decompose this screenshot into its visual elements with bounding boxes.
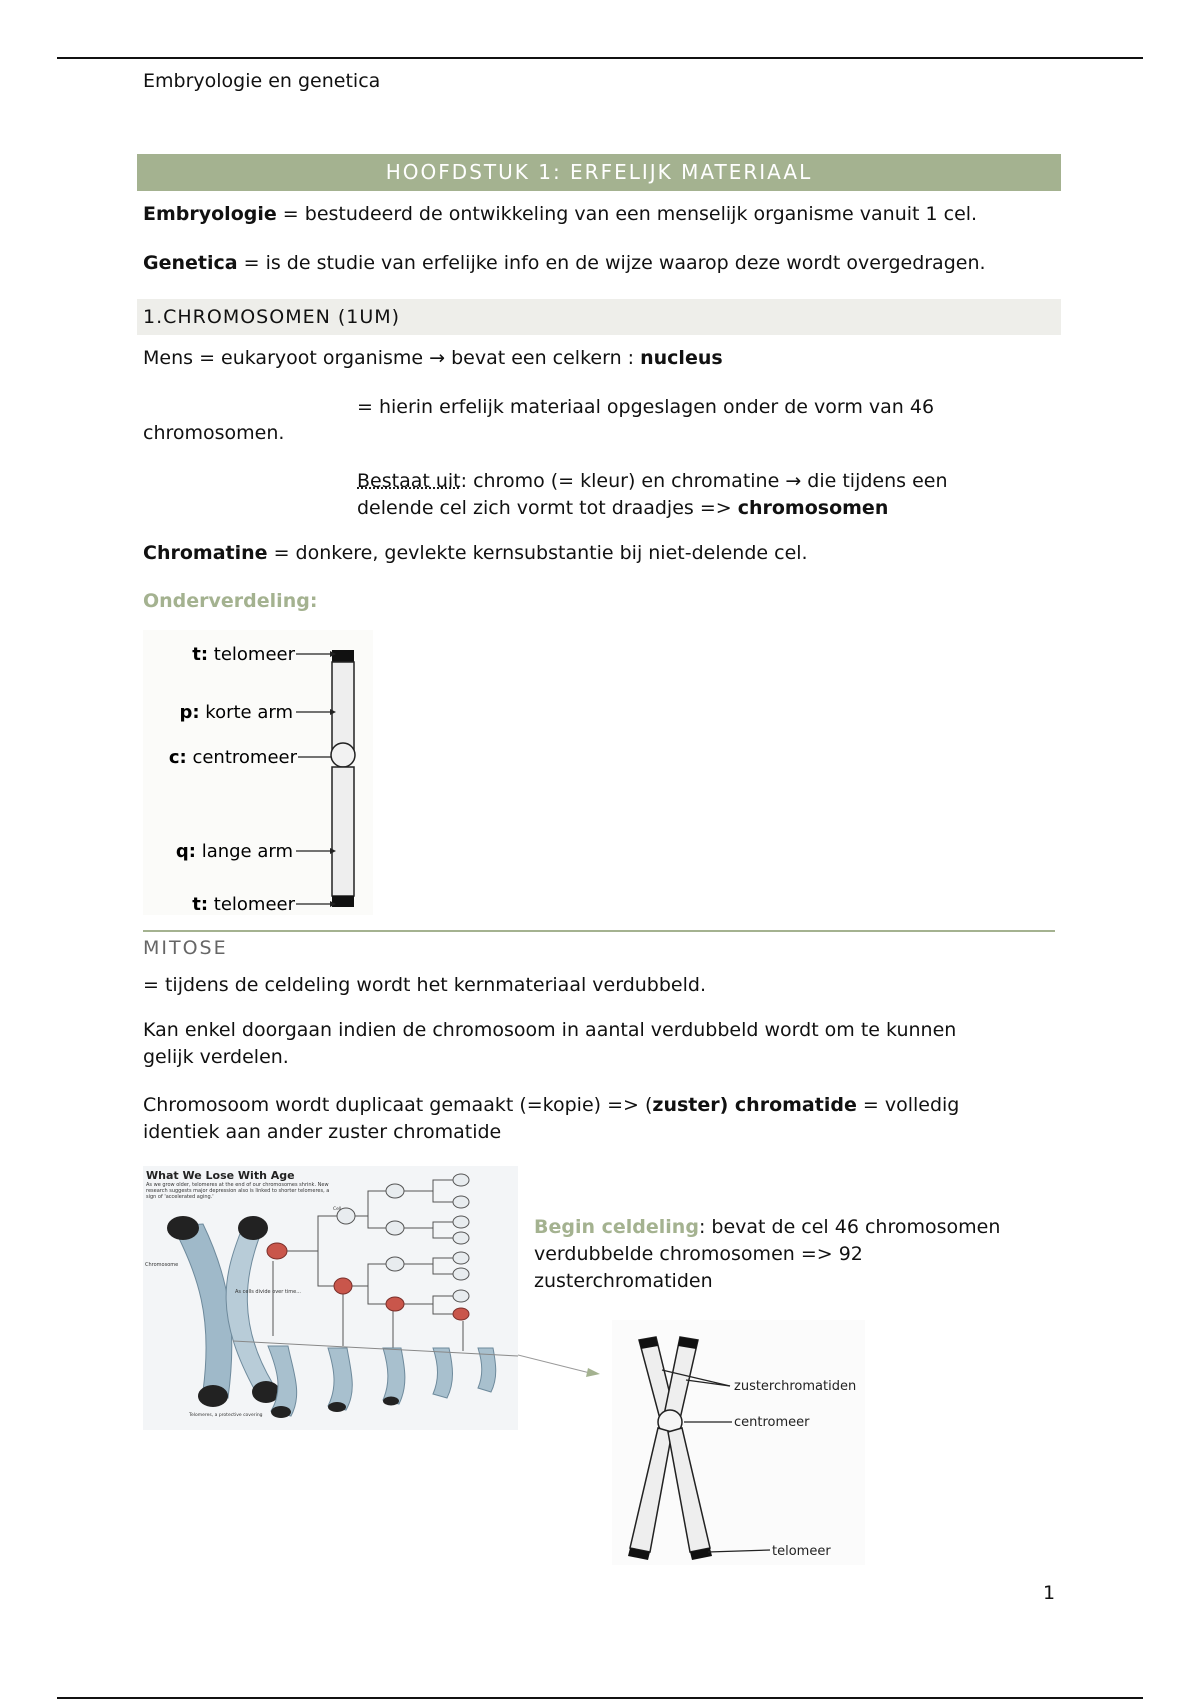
mitose-paragraph-3 (143, 1092, 1063, 1146)
infographic-caption: As we grow older, telomeres at the end of our chromosomes shrink. New research suggests major depression also is linked to shorter telomeres, a sign of 'accelerated aging.' (146, 1182, 330, 1200)
mitose-text: identiek aan ander zuster chromatide (143, 1121, 502, 1143)
begin-text: : bevat de cel 46 chromosomen (698, 1216, 1001, 1238)
begin-celdeling-label: Begin celdeling (534, 1216, 699, 1238)
cell (386, 1257, 404, 1271)
label-divide: As cells divide over time... (235, 1289, 301, 1295)
cell (453, 1252, 469, 1264)
bestaat-uit-paragraph (357, 468, 1057, 522)
infographic-title: What We Lose With Age (146, 1169, 295, 1182)
connector-arrow (518, 1350, 603, 1380)
label-telomeer-bottom: t: telomeer (192, 894, 295, 915)
cell (386, 1184, 404, 1198)
mitose-heading: MITOSE (143, 937, 228, 959)
arrow-line (518, 1355, 590, 1373)
label-telomeres: Telomeres, a protective covering (189, 1413, 263, 1418)
mitose-paragraph-2 (143, 1017, 1063, 1071)
mens-text: Mens = eukaryoot organisme → bevat een celkern : (143, 347, 641, 369)
page-header: Embryologie en genetica (143, 70, 381, 92)
arrowhead (586, 1368, 600, 1377)
centromere (331, 743, 355, 767)
cell (453, 1196, 469, 1208)
chapter-heading: HOOFDSTUK 1: ERFELIJK MATERIAAL (137, 154, 1061, 191)
page-number: 1 (1043, 1582, 1056, 1604)
bestaat-uit-text-2: delende cel zich vormt tot draadjes => (357, 497, 738, 519)
infographic-caption-wrap (146, 1182, 336, 1216)
label-zusterchromatiden: zusterchromatiden (734, 1379, 857, 1394)
cell-red (386, 1297, 404, 1311)
telomere-bottom (332, 896, 354, 907)
definition-text: = is de studie van erfelijke info en de wijze waarop deze wordt overgedragen. (237, 252, 986, 274)
onderverdeling-heading: Onderverdeling: (143, 590, 318, 612)
mens-storage-line: = hierin erfelijk materiaal opgeslagen onder de vorm van 46 (357, 396, 935, 418)
cell-red (334, 1278, 352, 1294)
label-lange-arm: q: lange arm (175, 841, 293, 862)
label-telomeer: telomeer (772, 1544, 831, 1559)
chromosomen-term: chromosomen (737, 497, 889, 519)
chromatine-definition (143, 540, 1063, 567)
chromosome-parts-diagram (143, 630, 373, 915)
label-chromosome: Chromosome (145, 1262, 179, 1268)
term: Chromatine (143, 542, 268, 564)
cell-red (267, 1243, 287, 1259)
telomere-aging-infographic (143, 1166, 518, 1430)
label-korte-arm: p: korte arm (179, 702, 293, 723)
label-telomeer-top: t: telomeer (192, 644, 295, 665)
duplicated-chromosome-diagram (612, 1320, 865, 1565)
cell (453, 1232, 469, 1244)
term: Embryologie (143, 203, 277, 225)
mitose-text: = volledig (856, 1094, 960, 1116)
cell (386, 1221, 404, 1235)
section-heading: 1.CHROMOSOMEN (1UM) (137, 299, 1061, 335)
mens-line (143, 345, 1063, 372)
telomere-cap (238, 1216, 268, 1240)
bestaat-uit-text: : chromo (= kleur) en chromatine → die tijdens een (460, 470, 948, 492)
definition-genetica (143, 250, 1063, 277)
long-arm (332, 767, 354, 896)
cell (453, 1290, 469, 1302)
begin-text: zusterchromatiden (534, 1270, 713, 1292)
definition-text: = bestudeerd de ontwikkeling van een menselijk organisme vanuit 1 cel. (276, 203, 978, 225)
mens-storage-line-2: chromosomen. (143, 422, 285, 444)
nucleus-term: nucleus (640, 347, 723, 369)
cell (453, 1174, 469, 1186)
begin-celdeling-paragraph (534, 1214, 1074, 1295)
top-rule (57, 57, 1143, 59)
mitose-text: Kan enkel doorgaan indien de chromosoom in aantal verdubbeld wordt om te kunnen (143, 1019, 957, 1041)
bottom-rule (57, 1697, 1143, 1699)
begin-text: verdubbelde chromosomen => 92 (534, 1243, 863, 1265)
mitose-text: Chromosoom wordt duplicaat gemaakt (=kopie) => ( (143, 1094, 653, 1116)
definition-embryologie (143, 201, 1063, 228)
zuster-chromatide-term: zuster) chromatide (652, 1094, 857, 1116)
mitose-text: gelijk verdelen. (143, 1046, 289, 1068)
telomere-cap (198, 1385, 228, 1407)
cell (453, 1268, 469, 1280)
label-centromeer: centromeer (734, 1415, 810, 1430)
telomere-cap (167, 1216, 199, 1240)
label-cell: Cell (333, 1207, 342, 1212)
cell (453, 1216, 469, 1228)
telomere-top (332, 650, 354, 662)
cell-red (453, 1308, 469, 1320)
definition-text: = donkere, gevlekte kernsubstantie bij niet-delende cel. (267, 542, 808, 564)
label-centromeer: c: centromeer (168, 747, 297, 768)
mitose-definition: = tijdens de celdeling wordt het kernmateriaal verdubbeld. (143, 974, 706, 996)
bestaat-uit-label: Bestaat uit (357, 470, 461, 492)
mitose-divider (143, 930, 1055, 932)
term: Genetica (143, 252, 238, 274)
short-arm (332, 662, 354, 752)
